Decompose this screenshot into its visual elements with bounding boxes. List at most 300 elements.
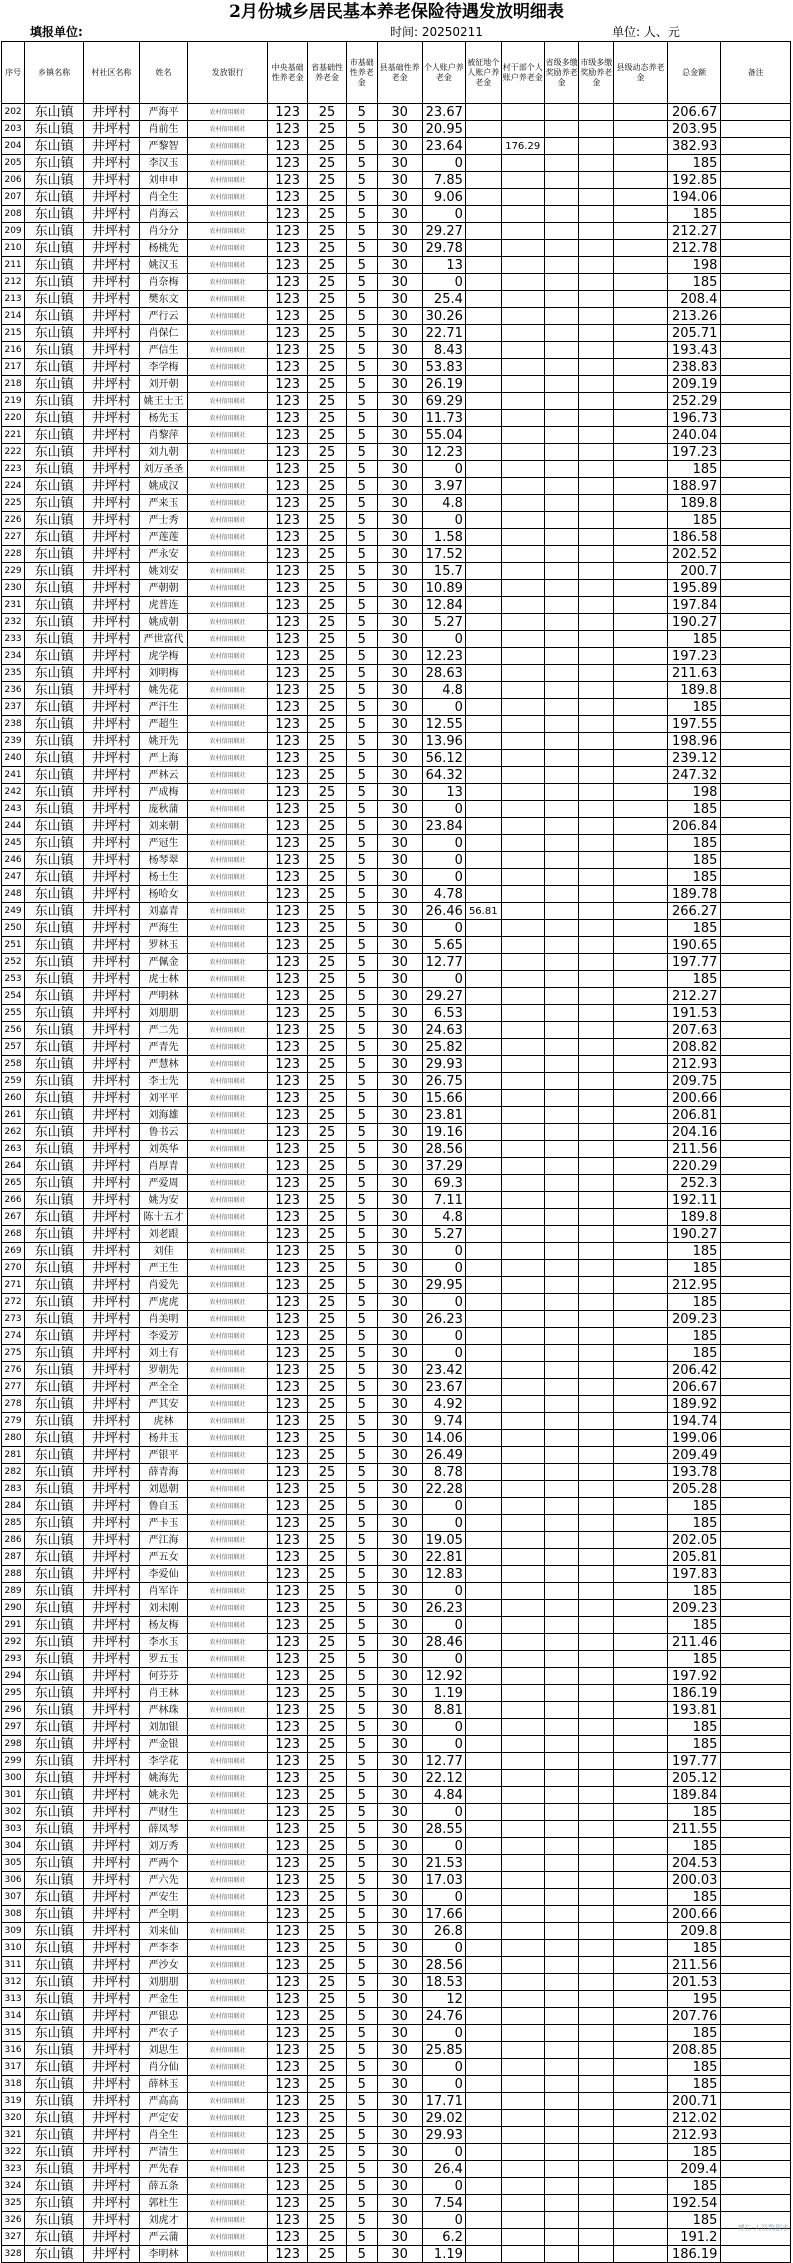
prov-bonus-cell <box>544 1396 579 1413</box>
city-bonus-cell <box>579 2008 614 2025</box>
cadre-account-cell <box>501 172 544 189</box>
province-pension-cell: 25 <box>308 240 347 257</box>
city-bonus-cell <box>579 1379 614 1396</box>
town-cell: 东山镇 <box>25 1549 84 1566</box>
name-cell: 李水玉 <box>139 1634 187 1651</box>
city-pension-cell: 5 <box>347 1753 378 1770</box>
central-pension-cell: 123 <box>268 648 308 665</box>
personal-account-cell: 0 <box>422 1617 465 1634</box>
county-pension-cell: 30 <box>377 1838 422 1855</box>
remarks-cell <box>721 1362 791 1379</box>
prov-bonus-cell <box>544 529 579 546</box>
county-pension-cell: 30 <box>377 2212 422 2229</box>
county-pension-cell: 30 <box>377 2008 422 2025</box>
bank-cell: 农村信用联社 <box>188 1923 268 1940</box>
central-pension-cell: 123 <box>268 631 308 648</box>
seq-cell: 276 <box>2 1362 25 1379</box>
remarks-cell <box>721 733 791 750</box>
land-account-cell <box>465 1243 501 1260</box>
county-pension-cell: 30 <box>377 2229 422 2246</box>
table-row <box>2 648 791 665</box>
bank-cell: 农村信用联社 <box>188 2246 268 2263</box>
village-cell: 井坪村 <box>84 308 140 325</box>
name-cell: 严世富代 <box>139 631 187 648</box>
county-dynamic-cell <box>614 138 668 155</box>
total-cell: 203.95 <box>667 121 721 138</box>
personal-account-cell: 8.81 <box>422 1702 465 1719</box>
cadre-account-cell <box>501 1583 544 1600</box>
remarks-cell <box>721 1974 791 1991</box>
land-account-cell <box>465 155 501 172</box>
central-pension-cell: 123 <box>268 1651 308 1668</box>
county-dynamic-cell <box>614 1056 668 1073</box>
central-pension-cell: 123 <box>268 291 308 308</box>
personal-account-cell: 0 <box>422 2076 465 2093</box>
prov-bonus-cell <box>544 1294 579 1311</box>
county-pension-cell: 30 <box>377 478 422 495</box>
bank-cell: 农村信用联社 <box>188 614 268 631</box>
prov-bonus-cell <box>544 1906 579 1923</box>
land-account-cell <box>465 1498 501 1515</box>
county-pension-cell: 30 <box>377 1991 422 2008</box>
seq-cell: 311 <box>2 1957 25 1974</box>
county-dynamic-cell <box>614 1736 668 1753</box>
city-bonus-cell <box>579 920 614 937</box>
personal-account-cell: 15.66 <box>422 1090 465 1107</box>
table-row <box>2 1719 791 1736</box>
village-cell: 井坪村 <box>84 1260 140 1277</box>
city-pension-cell: 5 <box>347 121 378 138</box>
province-pension-cell: 25 <box>308 2246 347 2263</box>
cadre-account-cell <box>501 1566 544 1583</box>
seq-cell: 223 <box>2 461 25 478</box>
bank-cell: 农村信用联社 <box>188 1685 268 1702</box>
seq-cell: 248 <box>2 886 25 903</box>
prov-bonus-cell <box>544 1175 579 1192</box>
city-pension-cell: 5 <box>347 359 378 376</box>
county-pension-cell: 30 <box>377 1889 422 1906</box>
city-bonus-cell <box>579 1039 614 1056</box>
prov-bonus-cell <box>544 801 579 818</box>
province-pension-cell: 25 <box>308 2076 347 2093</box>
seq-cell: 222 <box>2 444 25 461</box>
city-pension-cell: 5 <box>347 2110 378 2127</box>
name-cell: 严金生 <box>139 1991 187 2008</box>
total-cell: 197.55 <box>667 716 721 733</box>
county-dynamic-cell <box>614 1430 668 1447</box>
province-pension-cell: 25 <box>308 563 347 580</box>
city-pension-cell: 5 <box>347 1872 378 1889</box>
land-account-cell <box>465 2093 501 2110</box>
city-pension-cell: 5 <box>347 1549 378 1566</box>
table-row <box>2 2076 791 2093</box>
land-account-cell <box>465 1311 501 1328</box>
prov-bonus-cell <box>544 903 579 920</box>
province-pension-cell: 25 <box>308 1022 347 1039</box>
village-cell: 井坪村 <box>84 1379 140 1396</box>
personal-account-cell: 55.04 <box>422 427 465 444</box>
cadre-account-cell <box>501 1345 544 1362</box>
cadre-account-cell <box>501 1124 544 1141</box>
bank-cell: 农村信用联社 <box>188 325 268 342</box>
county-pension-cell: 30 <box>377 1906 422 1923</box>
village-cell: 井坪村 <box>84 1940 140 1957</box>
town-cell: 东山镇 <box>25 1260 84 1277</box>
remarks-cell <box>721 2144 791 2161</box>
village-cell: 井坪村 <box>84 1719 140 1736</box>
land-account-cell <box>465 580 501 597</box>
province-pension-cell: 25 <box>308 597 347 614</box>
county-pension-cell: 30 <box>377 1005 422 1022</box>
remarks-cell <box>721 1192 791 1209</box>
town-cell: 东山镇 <box>25 1532 84 1549</box>
table-row <box>2 1073 791 1090</box>
name-cell: 姚永先 <box>139 1787 187 1804</box>
land-account-cell <box>465 1362 501 1379</box>
prov-bonus-cell <box>544 648 579 665</box>
personal-account-cell: 12.84 <box>422 597 465 614</box>
land-account-cell <box>465 138 501 155</box>
table-row <box>2 1022 791 1039</box>
county-dynamic-cell <box>614 342 668 359</box>
village-cell: 井坪村 <box>84 1566 140 1583</box>
county-pension-cell: 30 <box>377 1328 422 1345</box>
county-pension-cell: 30 <box>377 1447 422 1464</box>
county-pension-cell: 30 <box>377 325 422 342</box>
table-row <box>2 308 791 325</box>
central-pension-cell: 123 <box>268 155 308 172</box>
bank-cell: 农村信用联社 <box>188 1413 268 1430</box>
town-cell: 东山镇 <box>25 1634 84 1651</box>
village-cell: 井坪村 <box>84 2127 140 2144</box>
city-pension-cell: 5 <box>347 1787 378 1804</box>
remarks-cell <box>721 631 791 648</box>
seq-cell: 291 <box>2 1617 25 1634</box>
land-account-cell <box>465 1022 501 1039</box>
town-cell: 东山镇 <box>25 529 84 546</box>
city-pension-cell: 5 <box>347 631 378 648</box>
town-cell: 东山镇 <box>25 1855 84 1872</box>
remarks-cell <box>721 1311 791 1328</box>
remarks-cell <box>721 2025 791 2042</box>
village-cell: 井坪村 <box>84 2008 140 2025</box>
cadre-account-cell <box>501 1770 544 1787</box>
province-pension-cell: 25 <box>308 1821 347 1838</box>
remarks-cell <box>721 1141 791 1158</box>
bank-cell: 农村信用联社 <box>188 189 268 206</box>
personal-account-cell: 28.56 <box>422 1957 465 1974</box>
name-cell: 刘加银 <box>139 1719 187 1736</box>
personal-account-cell: 29.02 <box>422 2110 465 2127</box>
city-pension-cell: 5 <box>347 1974 378 1991</box>
city-bonus-cell <box>579 1549 614 1566</box>
total-cell: 189.92 <box>667 1396 721 1413</box>
land-account-cell <box>465 1396 501 1413</box>
county-pension-cell: 30 <box>377 767 422 784</box>
province-pension-cell: 25 <box>308 410 347 427</box>
table-row <box>2 1447 791 1464</box>
table-row <box>2 1481 791 1498</box>
remarks-cell <box>721 172 791 189</box>
cadre-account-cell <box>501 1141 544 1158</box>
province-pension-cell: 25 <box>308 342 347 359</box>
table-row <box>2 1855 791 1872</box>
seq-cell: 241 <box>2 767 25 784</box>
central-pension-cell: 123 <box>268 342 308 359</box>
bank-cell: 农村信用联社 <box>188 1294 268 1311</box>
remarks-cell <box>721 1413 791 1430</box>
land-account-cell <box>465 512 501 529</box>
prov-bonus-cell <box>544 444 579 461</box>
seq-cell: 205 <box>2 155 25 172</box>
watermark: 博仁·人员数据表 <box>737 2224 789 2232</box>
central-pension-cell: 123 <box>268 1362 308 1379</box>
prov-bonus-cell <box>544 1872 579 1889</box>
land-account-cell <box>465 104 501 121</box>
personal-account-cell: 0 <box>422 1498 465 1515</box>
town-cell: 东山镇 <box>25 1430 84 1447</box>
province-pension-cell: 25 <box>308 1209 347 1226</box>
province-pension-cell: 25 <box>308 461 347 478</box>
county-dynamic-cell <box>614 529 668 546</box>
cadre-account-cell <box>501 2110 544 2127</box>
bank-cell: 农村信用联社 <box>188 716 268 733</box>
county-pension-cell: 30 <box>377 2246 422 2263</box>
bank-cell: 农村信用联社 <box>188 1311 268 1328</box>
remarks-cell <box>721 767 791 784</box>
bank-cell: 农村信用联社 <box>188 1991 268 2008</box>
cadre-account-cell <box>501 1974 544 1991</box>
name-cell: 严永安 <box>139 546 187 563</box>
village-cell: 井坪村 <box>84 801 140 818</box>
table-row <box>2 2059 791 2076</box>
province-pension-cell: 25 <box>308 325 347 342</box>
land-account-cell <box>465 1566 501 1583</box>
table-row <box>2 546 791 563</box>
province-pension-cell: 25 <box>308 308 347 325</box>
central-pension-cell: 123 <box>268 750 308 767</box>
city-pension-cell: 5 <box>347 223 378 240</box>
county-pension-cell: 30 <box>377 1515 422 1532</box>
central-pension-cell: 123 <box>268 716 308 733</box>
table-row <box>2 954 791 971</box>
land-account-cell <box>465 699 501 716</box>
city-bonus-cell <box>579 784 614 801</box>
central-pension-cell: 123 <box>268 1974 308 1991</box>
bank-cell: 农村信用联社 <box>188 1447 268 1464</box>
table-row <box>2 189 791 206</box>
table-row <box>2 1056 791 1073</box>
county-dynamic-cell <box>614 274 668 291</box>
province-pension-cell: 25 <box>308 1345 347 1362</box>
city-pension-cell: 5 <box>347 1039 378 1056</box>
county-dynamic-cell <box>614 1039 668 1056</box>
land-account-cell: 56.81 <box>465 903 501 920</box>
cadre-account-cell <box>501 733 544 750</box>
central-pension-cell: 123 <box>268 1430 308 1447</box>
central-pension-cell: 123 <box>268 1668 308 1685</box>
land-account-cell <box>465 1141 501 1158</box>
central-pension-cell: 123 <box>268 1549 308 1566</box>
town-cell: 东山镇 <box>25 1124 84 1141</box>
province-pension-cell: 25 <box>308 1838 347 1855</box>
name-cell: 刘朋朋 <box>139 1974 187 1991</box>
town-cell: 东山镇 <box>25 631 84 648</box>
village-cell: 井坪村 <box>84 1396 140 1413</box>
cadre-account-cell <box>501 784 544 801</box>
province-pension-cell: 25 <box>308 2161 347 2178</box>
city-pension-cell: 5 <box>347 750 378 767</box>
town-cell: 东山镇 <box>25 2144 84 2161</box>
personal-account-cell: 0 <box>422 1804 465 1821</box>
land-account-cell <box>465 1753 501 1770</box>
county-dynamic-cell <box>614 478 668 495</box>
bank-cell: 农村信用联社 <box>188 1379 268 1396</box>
city-pension-cell: 5 <box>347 1702 378 1719</box>
city-pension-cell: 5 <box>347 1498 378 1515</box>
bank-cell: 农村信用联社 <box>188 1702 268 1719</box>
cadre-account-cell <box>501 1362 544 1379</box>
personal-account-cell: 19.16 <box>422 1124 465 1141</box>
village-cell: 井坪村 <box>84 733 140 750</box>
village-cell: 井坪村 <box>84 104 140 121</box>
total-cell: 190.65 <box>667 937 721 954</box>
county-dynamic-cell <box>614 1158 668 1175</box>
city-bonus-cell <box>579 716 614 733</box>
bank-cell: 农村信用联社 <box>188 2110 268 2127</box>
personal-account-cell: 0 <box>422 699 465 716</box>
cadre-account-cell <box>501 1889 544 1906</box>
table-row <box>2 1685 791 1702</box>
village-cell: 井坪村 <box>84 359 140 376</box>
table-row <box>2 1583 791 1600</box>
province-pension-cell: 25 <box>308 852 347 869</box>
province-pension-cell: 25 <box>308 2059 347 2076</box>
table-row <box>2 580 791 597</box>
cadre-account-cell <box>501 971 544 988</box>
province-pension-cell: 25 <box>308 1991 347 2008</box>
total-cell: 191.2 <box>667 2229 721 2246</box>
county-pension-cell: 30 <box>377 308 422 325</box>
name-cell: 杨井玉 <box>139 1430 187 1447</box>
prov-bonus-cell <box>544 2025 579 2042</box>
total-cell: 195 <box>667 1991 721 2008</box>
prov-bonus-cell <box>544 1328 579 1345</box>
central-pension-cell: 123 <box>268 2059 308 2076</box>
prov-bonus-cell <box>544 291 579 308</box>
total-cell: 204.16 <box>667 1124 721 1141</box>
county-pension-cell: 30 <box>377 733 422 750</box>
city-bonus-cell <box>579 835 614 852</box>
land-account-cell <box>465 1600 501 1617</box>
town-cell: 东山镇 <box>25 1158 84 1175</box>
name-cell: 严行云 <box>139 308 187 325</box>
town-cell: 东山镇 <box>25 1209 84 1226</box>
prov-bonus-cell <box>544 1889 579 1906</box>
county-dynamic-cell <box>614 682 668 699</box>
county-dynamic-cell <box>614 1498 668 1515</box>
county-pension-cell: 30 <box>377 257 422 274</box>
personal-account-cell: 0 <box>422 2178 465 2195</box>
bank-cell: 农村信用联社 <box>188 1634 268 1651</box>
city-bonus-cell <box>579 1923 614 1940</box>
city-bonus-cell <box>579 1736 614 1753</box>
county-pension-cell: 30 <box>377 597 422 614</box>
remarks-cell <box>721 1889 791 1906</box>
bank-cell: 农村信用联社 <box>188 1974 268 1991</box>
prov-bonus-cell <box>544 240 579 257</box>
town-cell: 东山镇 <box>25 1668 84 1685</box>
town-cell: 东山镇 <box>25 852 84 869</box>
central-pension-cell: 123 <box>268 512 308 529</box>
village-cell: 井坪村 <box>84 988 140 1005</box>
remarks-cell <box>721 2127 791 2144</box>
city-pension-cell: 5 <box>347 1889 378 1906</box>
prov-bonus-cell <box>544 1838 579 1855</box>
name-cell: 李爱仙 <box>139 1566 187 1583</box>
county-dynamic-cell <box>614 1277 668 1294</box>
county-pension-cell: 30 <box>377 971 422 988</box>
town-cell: 东山镇 <box>25 1175 84 1192</box>
land-account-cell <box>465 376 501 393</box>
prov-bonus-cell <box>544 359 579 376</box>
personal-account-cell: 37.29 <box>422 1158 465 1175</box>
county-dynamic-cell <box>614 2212 668 2229</box>
name-cell: 杨桃先 <box>139 240 187 257</box>
province-pension-cell: 25 <box>308 1294 347 1311</box>
prov-bonus-cell <box>544 1056 579 1073</box>
county-dynamic-cell <box>614 1175 668 1192</box>
name-cell: 严全全 <box>139 1379 187 1396</box>
personal-account-cell: 0 <box>422 1719 465 1736</box>
name-cell: 严信生 <box>139 342 187 359</box>
county-pension-cell: 30 <box>377 1736 422 1753</box>
total-cell: 266.27 <box>667 903 721 920</box>
county-pension-cell: 30 <box>377 1617 422 1634</box>
cadre-account-cell <box>501 189 544 206</box>
total-cell: 201.53 <box>667 1974 721 1991</box>
village-cell: 井坪村 <box>84 614 140 631</box>
seq-cell: 250 <box>2 920 25 937</box>
seq-cell: 235 <box>2 665 25 682</box>
town-cell: 东山镇 <box>25 1991 84 2008</box>
seq-cell: 265 <box>2 1175 25 1192</box>
village-cell: 井坪村 <box>84 699 140 716</box>
personal-account-cell: 26.49 <box>422 1447 465 1464</box>
central-pension-cell: 123 <box>268 1566 308 1583</box>
town-cell: 东山镇 <box>25 1515 84 1532</box>
central-pension-cell: 123 <box>268 1107 308 1124</box>
town-cell: 东山镇 <box>25 954 84 971</box>
total-cell: 208.85 <box>667 2042 721 2059</box>
county-dynamic-cell <box>614 376 668 393</box>
cadre-account-cell <box>501 1226 544 1243</box>
county-pension-cell: 30 <box>377 2076 422 2093</box>
central-pension-cell: 123 <box>268 257 308 274</box>
county-dynamic-cell <box>614 750 668 767</box>
bank-cell: 农村信用联社 <box>188 750 268 767</box>
town-cell: 东山镇 <box>25 1328 84 1345</box>
county-dynamic-cell <box>614 1974 668 1991</box>
total-cell: 185 <box>667 1515 721 1532</box>
town-cell: 东山镇 <box>25 1464 84 1481</box>
city-bonus-cell <box>579 937 614 954</box>
prov-bonus-cell <box>544 988 579 1005</box>
county-dynamic-cell <box>614 1804 668 1821</box>
cadre-account-cell <box>501 1532 544 1549</box>
personal-account-cell: 0 <box>422 155 465 172</box>
province-pension-cell: 25 <box>308 172 347 189</box>
